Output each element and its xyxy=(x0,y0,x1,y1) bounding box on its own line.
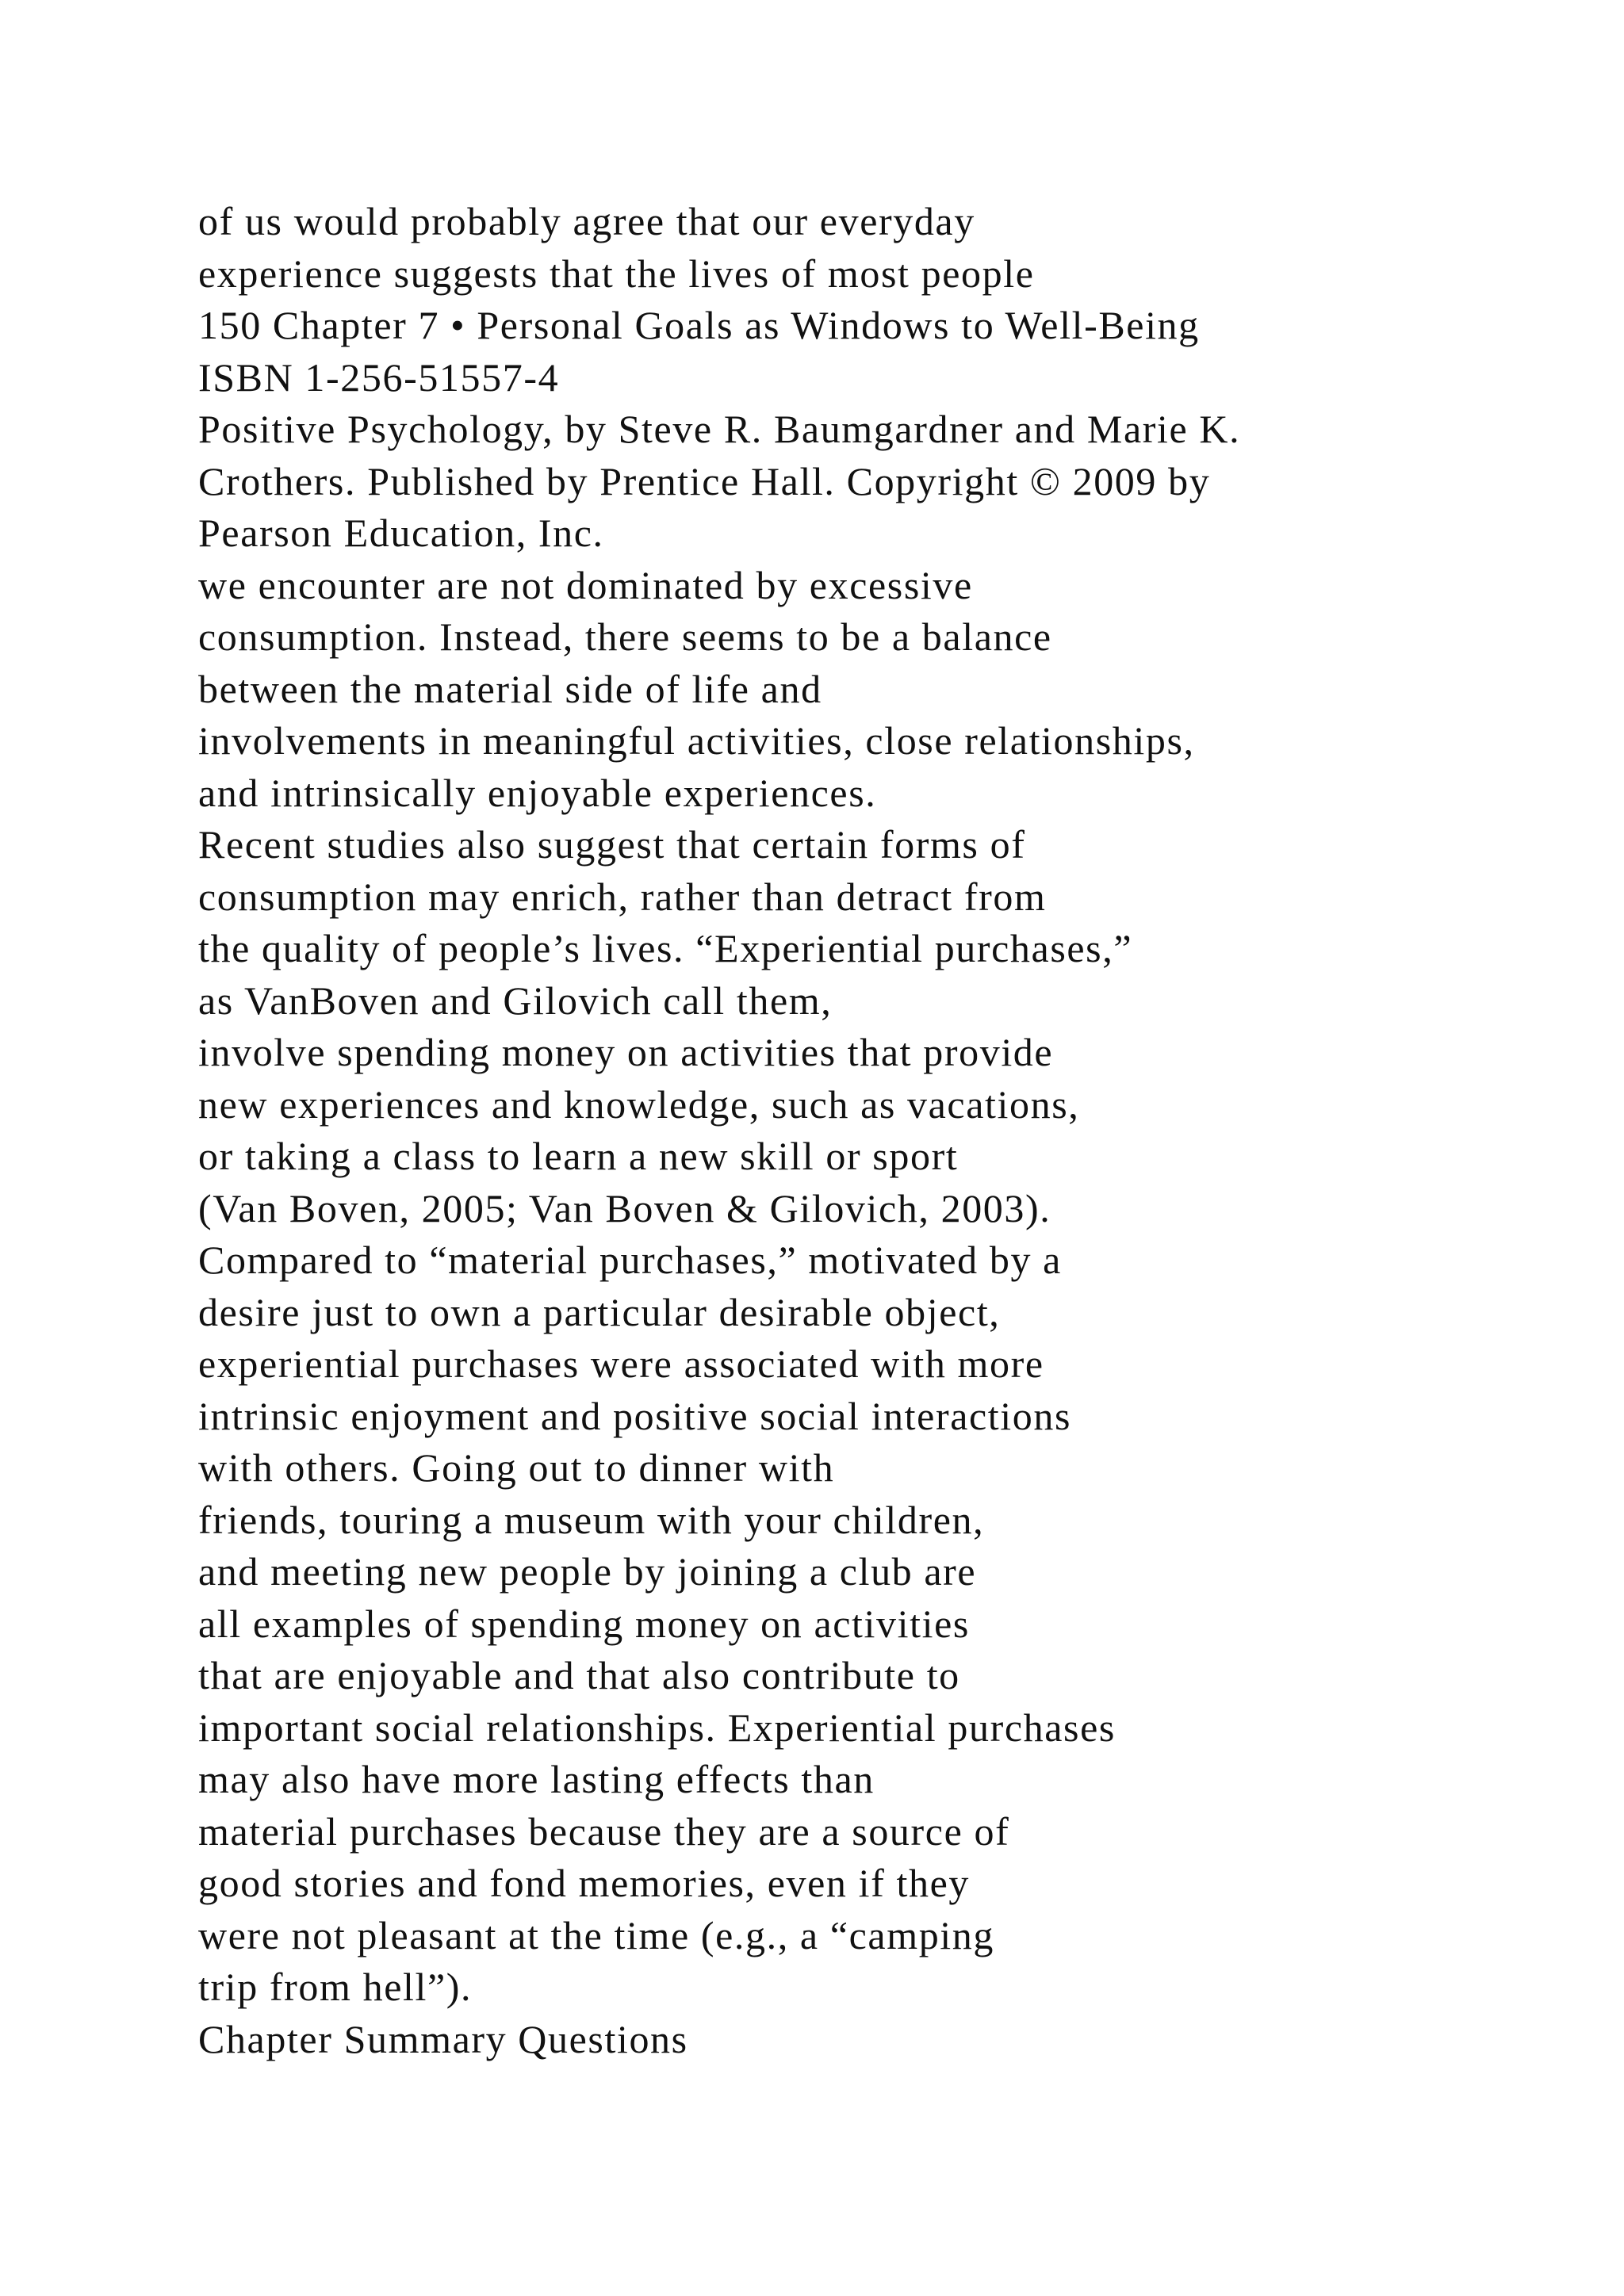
text-line: involve spending money on activities that provide xyxy=(198,1030,1054,1074)
text-line: trip from hell”). xyxy=(198,1965,473,2009)
copyright-line: Pearson Education, Inc. xyxy=(198,511,604,555)
text-line: (Van Boven, 2005; Van Boven & Gilovich, 2003). xyxy=(198,1185,1051,1230)
text-line: material purchases because they are a source of xyxy=(198,1808,1010,1854)
text-line: between the material side of life and xyxy=(198,666,822,711)
text-line: consumption. Instead, there seems to be a balance xyxy=(198,614,1052,659)
page-header-line: 150 Chapter 7 • Personal Goals as Windows to Well-Being xyxy=(198,303,1200,347)
text-line: as VanBoven and Gilovich call them, xyxy=(198,978,833,1023)
text-line: friends, touring a museum with your children, xyxy=(198,1497,985,1542)
text-line: that are enjoyable and that also contribute to xyxy=(198,1653,960,1697)
text-line: desire just to own a particular desirable object, xyxy=(198,1289,1001,1334)
text-line: and meeting new people by joining a club are xyxy=(198,1549,977,1594)
text-line: important social relationships. Experiential purchases xyxy=(198,1705,1116,1750)
section-heading: Chapter Summary Questions xyxy=(198,2016,688,2061)
text-line: consumption may enrich, rather than detract from xyxy=(198,874,1047,919)
text-line: involvements in meaningful activities, close relationships, xyxy=(198,718,1195,763)
text-line: of us would probably agree that our everyday xyxy=(198,199,975,243)
text-line: intrinsic enjoyment and positive social interactions xyxy=(198,1393,1072,1438)
text-line: good stories and fond memories, even if they xyxy=(198,1861,970,1905)
text-line: with others. Going out to dinner with xyxy=(198,1445,835,1490)
isbn-line: ISBN 1-256-51557-4 xyxy=(198,354,560,400)
text-line: new experiences and knowledge, such as vacations, xyxy=(198,1081,1080,1127)
text-line: experience suggests that the lives of most people xyxy=(198,251,1035,296)
text-line: experiential purchases were associated with more xyxy=(198,1341,1044,1386)
text-line: were not pleasant at the time (e.g., a “camping xyxy=(198,1912,994,1957)
text-line: we encounter are not dominated by excessive xyxy=(198,562,973,607)
copyright-line: Crothers. Published by Prentice Hall. Copyright © 2009 by xyxy=(198,458,1211,503)
body-text xyxy=(198,196,1594,2065)
text-line: Recent studies also suggest that certain forms of xyxy=(198,822,1026,867)
text-line: may also have more lasting effects than xyxy=(198,1757,875,1801)
copyright-line: Positive Psychology, by Steve R. Baumgardner and Marie K. xyxy=(198,407,1241,451)
text-line: and intrinsically enjoyable experiences. xyxy=(198,770,877,815)
text-line: Compared to “material purchases,” motivated by a xyxy=(198,1238,1062,1282)
text-line: all examples of spending money on activities xyxy=(198,1601,970,1646)
text-line: the quality of people’s lives. “Experiential purchases,” xyxy=(198,926,1133,970)
text-line: or taking a class to learn a new skill or sport xyxy=(198,1134,959,1178)
